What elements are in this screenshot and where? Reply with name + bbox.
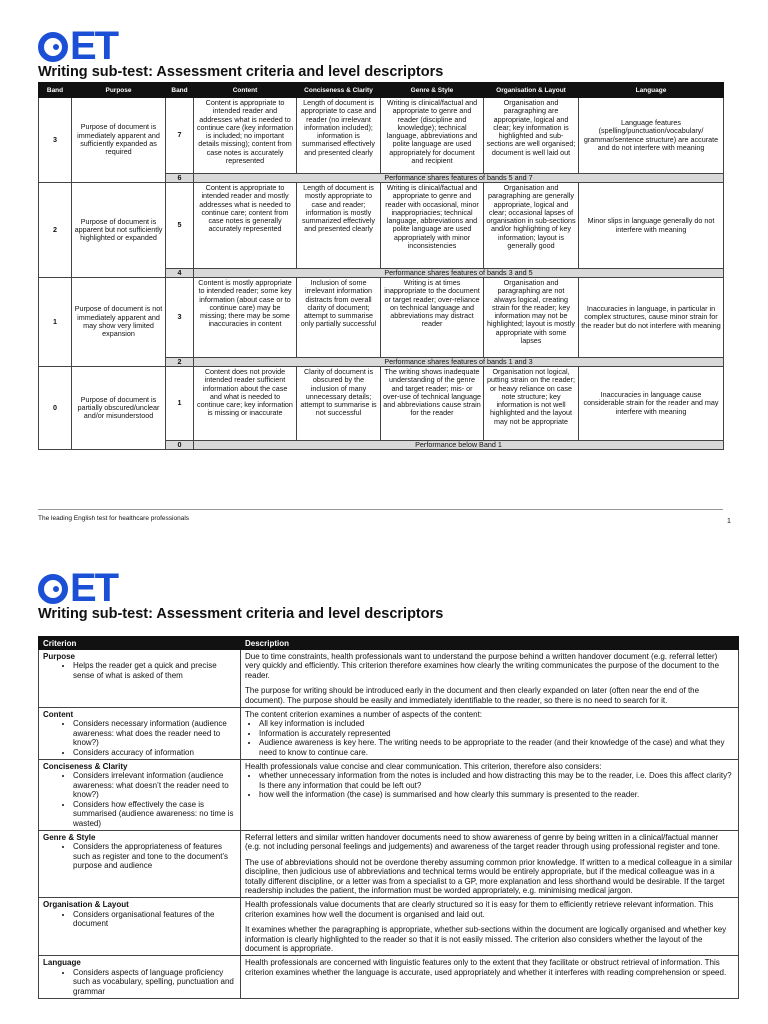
table-row: [39, 367, 724, 441]
list-item: • Information is accurately represented: [259, 729, 734, 738]
description-paragraph: It examines whether the paragraphing is appropriate, whether sub-sections within the document are logically organised and whether key information is clearly highlighted to the reader so that it is not easily missed. The criterion also considers whether the layout of the document is appropriate.: [245, 925, 727, 953]
shared-band-cell: 0: [166, 441, 194, 450]
description-cell: [241, 956, 739, 999]
criterion-title: Content: [43, 710, 74, 720]
criterion-cell: [39, 650, 241, 708]
page-title: Writing sub-test: Assessment criteria and level descriptors: [38, 64, 444, 80]
sub-band-cell: 1: [166, 367, 194, 441]
sub-band-cell: 5: [166, 183, 194, 269]
list-item: • Helps the reader get a quick and precise sense of what is asked of them: [73, 661, 236, 680]
criterion-title: Genre & Style: [43, 832, 96, 842]
criterion-cell: [39, 830, 241, 897]
description-paragraph: Health professionals value concise and clear communication. This criterion, therefore also considers:: [245, 762, 602, 772]
description-paragraph: The content criterion examines a number of aspects of the content:: [245, 710, 483, 720]
list-item: • whether unnecessary information from the notes is included and how distracting this may be to the reader, i.e. Does this affect clarity? Is there any information that could be left out?: [259, 771, 734, 790]
list-item: • Considers accuracy of information: [73, 748, 236, 757]
organisation-cell: Organisation and paragraphing are generally appropriate, logical and clear; occasional lapses of organisation in sub-sections and/or highlighting of key information; layout is generally good: [484, 183, 579, 269]
header-language: Language: [579, 83, 724, 98]
list-item: • Considers irrelevant information (audience awareness: what doesn’t the reader need to know?): [73, 771, 236, 799]
table-row: [39, 650, 739, 708]
criterion-bullets: [43, 968, 236, 996]
table-row: [39, 956, 739, 999]
criteria-table: [38, 82, 724, 450]
oet-logo: ET: [38, 568, 117, 608]
organisation-cell: Organisation and paragraphing are not always logical, creating strain for the reader; key information may not be highlighted; layout is mostly appropriate with some lapses: [484, 278, 579, 358]
footer-tagline: The leading English test for healthcare professionals: [38, 515, 190, 522]
band-cell: 0: [39, 367, 72, 450]
language-cell: Minor slips in language generally do not interfere with meaning: [579, 183, 724, 269]
shared-text-cell: Performance shares features of bands 3 and 5: [194, 269, 724, 278]
criterion-bullets: [43, 910, 236, 929]
list-item: • Considers how effectively the case is summarised (audience awareness: no time is wasted): [73, 800, 236, 828]
header-band: Band: [39, 83, 72, 98]
criterion-title: Purpose: [43, 652, 76, 661]
language-cell: Language features (spelling/punctuation/vocabulary/ grammar/sentence structure) are accurate and do not interfere with meaning: [579, 98, 724, 174]
header-purpose: Purpose: [72, 83, 166, 98]
table-row: [39, 98, 724, 174]
header-conciseness: Conciseness & Clarity: [297, 83, 381, 98]
content-cell: Content does not provide intended reader sufficient information about the case and what is needed to continue care; key information is missing or inaccurate: [194, 367, 297, 441]
description-bullets: [245, 771, 734, 799]
header-sub-band: Band: [166, 83, 194, 98]
band-cell: 3: [39, 98, 72, 183]
description-paragraph: Due to time constraints, health professionals want to understand the purpose behind a written handover document (e.g. referral letter) very quickly and efficiently. This criterion therefore examines how clearly the writing communicates the purpose of the document to the reader.: [245, 652, 720, 680]
description-paragraph: The purpose for writing should be introduced early in the document and then clearly expanded on later (often near the end of the document). The purpose should be easily and immediately identifiable to the reader, so there is no need to search for it.: [245, 686, 700, 705]
genre-cell: Writing is clinical/factual and appropriate to genre and reader with occasional, minor inappropriacies; technical language, abbreviations and polite language are used appropriately with minor inconsistencies: [381, 183, 484, 269]
list-item: • Considers aspects of language proficiency such as vocabulary, spelling, punctuation and grammar: [73, 968, 236, 996]
page-number: 1: [727, 518, 731, 525]
oet-logo: ET: [38, 26, 117, 66]
table-row: [39, 708, 739, 760]
list-item: • Considers organisational features of the document: [73, 910, 236, 929]
logo-circle-icon: [38, 32, 68, 62]
content-cell: Content is appropriate to intended reader and addresses what is needed to continue care (key information is included; no important details missing); content from case notes is accurately represented: [194, 98, 297, 174]
conciseness-cell: Clarity of document is obscured by the inclusion of many unnecessary details; attempt to summarise is not successful: [297, 367, 381, 441]
list-item: • how well the information (the case) is summarised and how clearly this summary is presented to the reader.: [259, 790, 734, 799]
shared-text-cell: Performance shares features of bands 5 and 7: [194, 174, 724, 183]
language-cell: Inaccuracies in language, in particular in complex structures, cause minor strain for the reader but do not interfere with meaning: [579, 278, 724, 358]
shared-text-cell: Performance shares features of bands 1 and 3: [194, 358, 724, 367]
description-paragraph: The use of abbreviations should not be overdone thereby assuming common prior knowledge. If written to a medical colleague in a similar discipline, then judicious use of abbreviations and technical terms would be entirely appropriate, but if the medical colleague was in a totally different discipline, or a letter was from a specialist to a GP, more explanation and less shorthand would be desirable. If the target readership includes the patient, the information must be worded appropriately, e.g. minimising medical jargon.: [245, 857, 733, 895]
purpose-cell: Purpose of document is apparent but not sufficiently highlighted or expanded: [72, 183, 166, 278]
header-organisation: Organisation & Layout: [484, 83, 579, 98]
purpose-cell: Purpose of document is partially obscured/unclear and/or misunderstood: [72, 367, 166, 450]
language-cell: Inaccuracies in language cause considerable strain for the reader and may interfere with meaning: [579, 367, 724, 441]
list-item: • Considers the appropriateness of features such as register and tone to the document’s purpose and audience: [73, 842, 236, 870]
content-cell: Content is mostly appropriate to intended reader; some key information (about case or to continue care) may be missing; there may be some inaccuracies in content: [194, 278, 297, 358]
genre-cell: Writing is at times inappropriate to the document or target reader; over-reliance on technical language and abbreviations may distract reader: [381, 278, 484, 358]
list-item: • Considers necessary information (audience awareness: what does the reader need to know?): [73, 719, 236, 747]
list-item: • All key information is included: [259, 719, 734, 728]
table-row: [39, 183, 724, 269]
table-row: [39, 898, 739, 956]
logo-circle-icon: [38, 574, 68, 604]
shared-band-cell: 2: [166, 358, 194, 367]
purpose-cell: Purpose of document is immediately apparent and sufficiently expanded as required: [72, 98, 166, 183]
genre-cell: The writing shows inadequate understanding of the genre and target reader; mis- or over-use of technical language and abbreviations cause strain for the reader: [381, 367, 484, 441]
conciseness-cell: Length of document is mostly appropriate to case and reader; information is mostly summarized effectively and presented clearly: [297, 183, 381, 269]
genre-cell: Writing is clinical/factual and appropriate to genre and reader (discipline and knowledge); technical language, abbreviations and polite language are used appropriately for document and recipient: [381, 98, 484, 174]
header-content: Content: [194, 83, 297, 98]
criterion-bullets: [43, 842, 236, 870]
criterion-cell: [39, 956, 241, 999]
organisation-cell: Organisation and paragraphing are appropriate, logical and clear; key information is highlighted and sub-sections are well organised; document is well laid out: [484, 98, 579, 174]
band-cell: 1: [39, 278, 72, 367]
description-paragraph: Health professionals are concerned with linguistic features only to the extent that they facilitate or obstruct retrieval of information. This criterion examines whether the language is accurate, used appropriately and whether it interferes with reading comprehension or speed.: [245, 958, 727, 977]
criterion-title: Language: [43, 958, 81, 968]
conciseness-cell: Inclusion of some irrelevant information distracts from overall clarity of document; attempt to summarise only partially successful: [297, 278, 381, 358]
table-row: [39, 830, 739, 897]
description-cell: [241, 898, 739, 956]
table-header-row: [39, 83, 724, 98]
criterion-bullets: [43, 771, 236, 827]
sub-band-cell: 3: [166, 278, 194, 358]
header-description: Description: [241, 637, 739, 650]
criterion-title: Conciseness & Clarity: [43, 762, 128, 772]
shared-band-cell: 6: [166, 174, 194, 183]
organisation-cell: Organisation not logical, putting strain on the reader; or heavy reliance on case note structure; key information is not well highlighted and the layout may not be appropriate: [484, 367, 579, 441]
table-header-row: [39, 637, 739, 650]
table-row: [39, 278, 724, 358]
header-genre: Genre & Style: [381, 83, 484, 98]
description-cell: [241, 708, 739, 760]
criterion-title: Organisation & Layout: [43, 900, 129, 910]
page-title: Writing sub-test: Assessment criteria and level descriptors: [38, 606, 444, 622]
shared-text-cell: Performance below Band 1: [194, 441, 724, 450]
description-cell: [241, 650, 739, 708]
band-cell: 2: [39, 183, 72, 278]
criterion-cell: [39, 708, 241, 760]
conciseness-cell: Length of document is appropriate to case and reader (no irrelevant information included); information is summarised effectively and presented clearly: [297, 98, 381, 174]
description-cell: [241, 760, 739, 831]
description-cell: [241, 830, 739, 897]
purpose-cell: Purpose of document is not immediately apparent and may show very limited expansion: [72, 278, 166, 367]
description-paragraph: Health professionals value documents that are clearly structured so it is easy for them to efficiently retrieve relevant information. This criterion examines how well the document is organised and laid out.: [245, 900, 714, 919]
shared-band-cell: 4: [166, 269, 194, 278]
content-cell: Content is appropriate to intended reader and mostly addresses what is needed to continue care; content from case notes is generally accurately represented: [194, 183, 297, 269]
criterion-cell: [39, 898, 241, 956]
criterion-cell: [39, 760, 241, 831]
criterion-bullets: [43, 719, 236, 757]
list-item: • Audience awareness is key here. The writing needs to be appropriate to the reader (and their knowledge of the case) and what they need to know to continue care.: [259, 738, 734, 757]
criterion-table: [38, 636, 739, 999]
sub-band-cell: 7: [166, 98, 194, 174]
table-row: [39, 760, 739, 831]
description-bullets: [245, 719, 734, 757]
header-criterion: Criterion: [39, 637, 241, 650]
criterion-bullets: [43, 661, 236, 680]
footer-divider: [38, 509, 723, 510]
description-paragraph: Referral letters and similar written handover documents need to show awareness of genre by being written in a clinical/factual manner (e.g. not including personal feelings and judgements) and awareness of the target reader through using professional register and tone.: [245, 832, 720, 852]
